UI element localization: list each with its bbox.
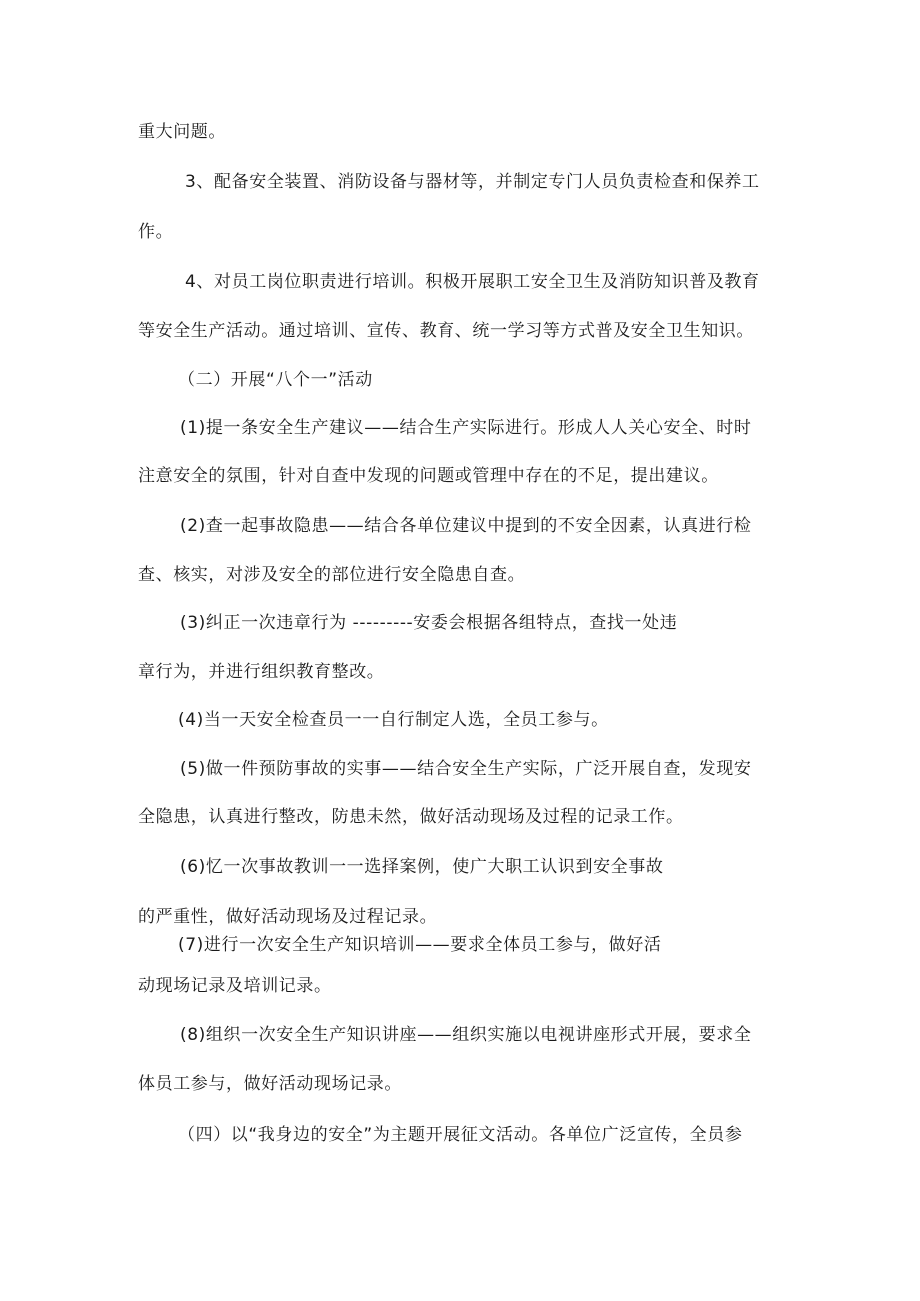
text-line: (4)当一天安全检查员一一自行制定人选，全员工参与。 xyxy=(178,710,609,730)
text-line: 3、配备安全装置、消防设备与器材等，并制定专门人员负责检查和保养工 xyxy=(185,172,760,192)
text-line: 查、核实，对涉及安全的部位进行安全隐患自查。 xyxy=(138,565,526,585)
text-line: (2)查一起事故隐患——结合各单位建议中提到的不安全因素，认真进行检 xyxy=(180,516,752,536)
text-line: 的严重性，做好活动现场及过程记录。 xyxy=(138,907,438,927)
text-line: (1)提一条安全生产建议——结合生产实际进行。形成人人关心安全、时时 xyxy=(180,418,752,438)
text-line: 全隐患，认真进行整改，防患未然，做好活动现场及过程的记录工作。 xyxy=(138,807,684,827)
text-line: (8)组织一次安全生产知识讲座——组织实施以电视讲座形式开展，要求全 xyxy=(180,1025,752,1045)
text-line: 章行为，并进行组织教育整改。 xyxy=(138,662,385,682)
section-heading: （二）开展“八个一”活动 xyxy=(178,370,373,390)
text-line: (7)进行一次安全生产知识培训——要求全体员工参与，做好活 xyxy=(178,935,662,955)
text-line: (3)纠正一次违章行为 ---------安委会根据各组特点，查找一处违 xyxy=(180,613,678,633)
text-line: (6)忆一次事故教训一一选择案例，使广大职工认识到安全事故 xyxy=(180,857,664,877)
text-line: 重大问题。 xyxy=(138,122,226,142)
section-heading: （四）以“我身边的安全”为主题开展征文活动。各单位广泛宣传，全员参 xyxy=(178,1125,743,1145)
text-line: 注意安全的氛围，针对自查中发现的问题或管理中存在的不足，提出建议。 xyxy=(138,466,719,486)
text-line: (5)做一件预防事故的实事——结合安全生产实际，广泛开展自查，发现安 xyxy=(180,759,752,779)
text-line: 4、对员工岗位职责进行培训。积极开展职工安全卫生及消防知识普及教育 xyxy=(185,272,760,292)
text-line: 等安全生产活动。通过培训、宣传、教育、统一学习等方式普及安全卫生知识。 xyxy=(138,321,754,341)
text-line: 体员工参与，做好活动现场记录。 xyxy=(138,1074,402,1094)
text-line: 作。 xyxy=(138,222,174,242)
text-line: 动现场记录及培训记录。 xyxy=(138,976,332,996)
